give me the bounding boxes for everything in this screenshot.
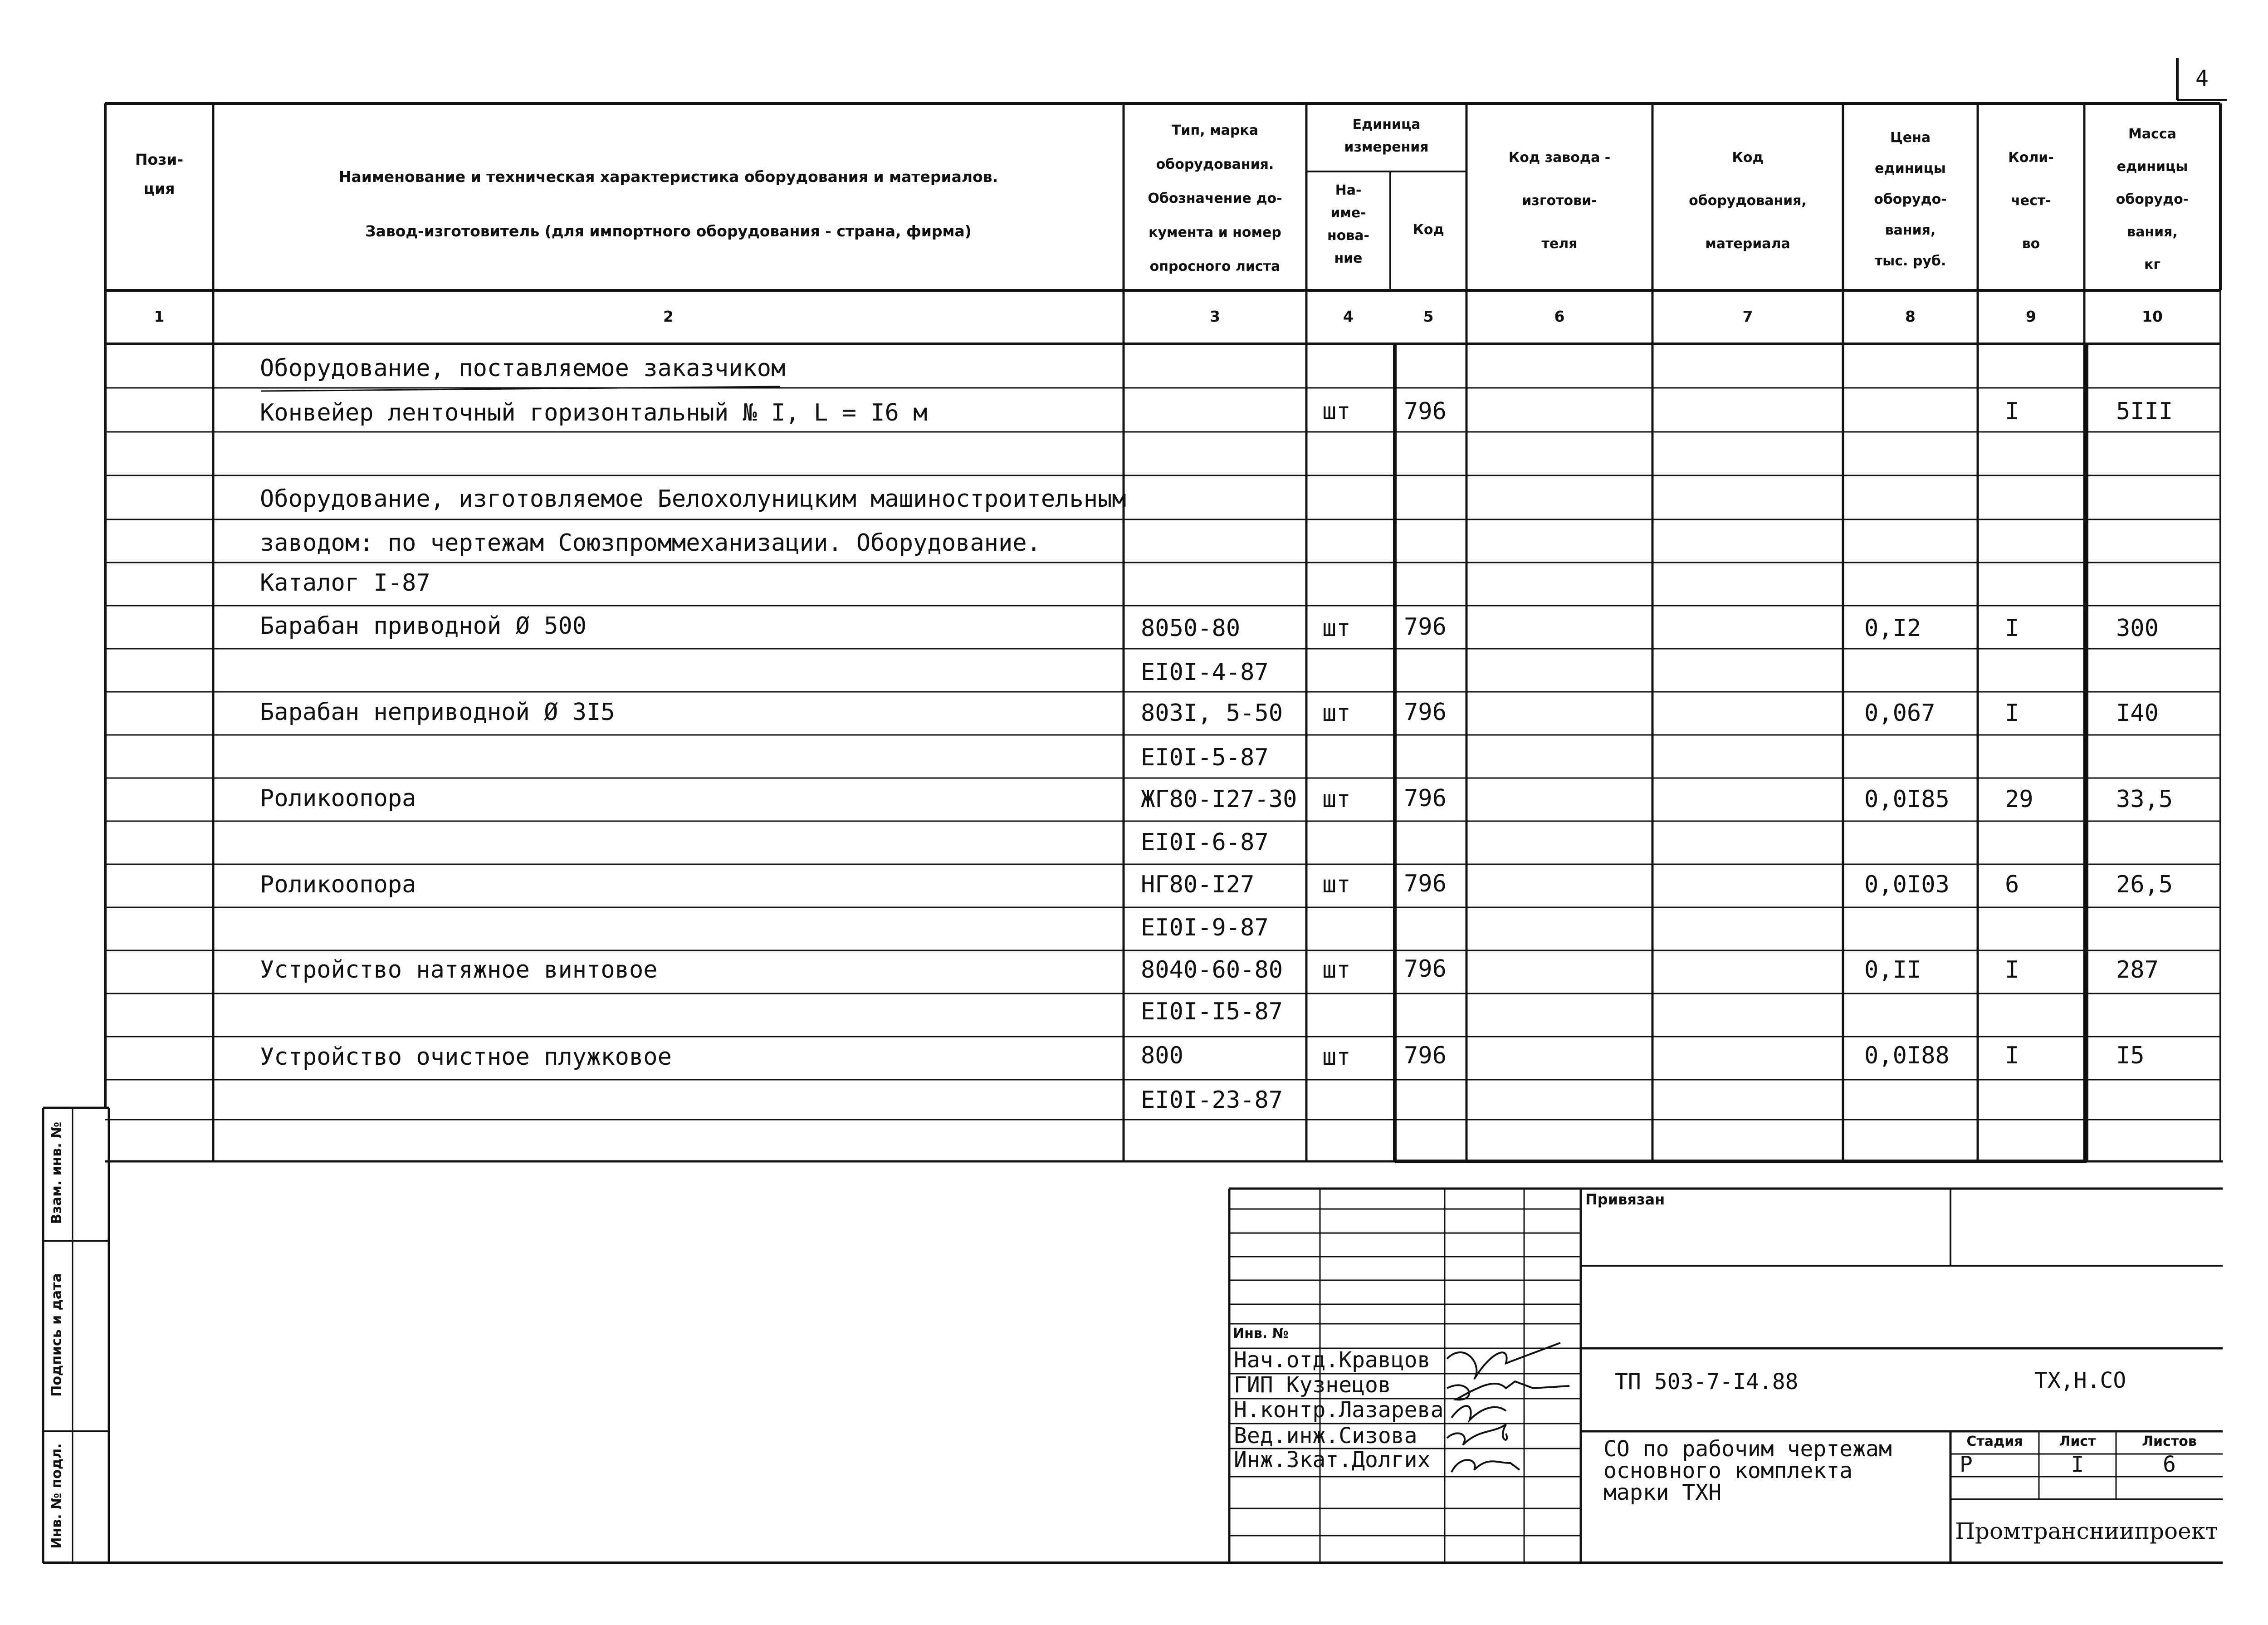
side-label-orig-inv: Инв. № подл. [49,1443,65,1549]
header-col4: На- име- нова- ние [1327,182,1370,266]
col-number-1: 1 [154,308,165,325]
header-col3: Тип, марка оборудования. Обозначение до- кумента и номер опросного листа [1148,122,1282,274]
row-name: Барабан неприводной Ø 3I5 [260,699,615,726]
header-col6: Код завода - изготови- теля [1508,150,1611,252]
col-number-6: 6 [1554,308,1565,325]
row-name: Каталог I-87 [260,569,430,597]
stage-label: Стадия [1966,1434,2023,1449]
row-price: 0,I2 [1864,615,1921,642]
sheets-value: 6 [2163,1452,2176,1477]
col-number-4: 4 [1343,308,1354,325]
row-unit: шт [1322,398,1351,425]
sheets-label: Листов [2142,1434,2197,1449]
row-code: 796 [1404,955,1447,983]
row-code: 796 [1404,870,1447,897]
row-unit: шт [1322,700,1351,727]
page-number: 4 [2195,66,2209,91]
col-number-10: 10 [2142,308,2163,325]
row-qty: I [2005,615,2019,642]
row-code: 796 [1404,1042,1447,1069]
row-name: Конвейер ленточный горизонтальный № I, L = I6 м [260,399,928,426]
row-type: EI0I-6-87 [1141,829,1269,856]
row-name: заводом: по чертежам Союзпроммеханизации. Оборудование. [260,529,1041,557]
row-name: Барабан приводной Ø 500 [260,612,587,640]
staff-row: Нач.отд.Кравцов [1234,1347,1431,1373]
staff-row: Вед.инж.Сизова [1234,1423,1418,1449]
row-type: 803I, 5-50 [1141,700,1283,727]
header-col45: Единица измерения [1344,117,1429,155]
signatures [1447,1343,1569,1472]
doc-mark: ТХ,Н.СО [2034,1368,2126,1393]
row-name: Роликоопора [260,785,416,812]
doc-title: СО по рабочим чертежам основного комплекта марки ТХН [1603,1436,1892,1505]
header-col7: Код оборудования, материала [1689,150,1807,252]
organization-name: Промтрансниипроект [1955,1518,2218,1544]
section-heading: Оборудование, поставляемое заказчиком [260,355,786,382]
sheet-value: I [2071,1452,2084,1477]
row-unit: шт [1322,956,1351,984]
row-name: Роликоопора [260,871,416,898]
stage-value: Р [1960,1452,1973,1477]
row-type: 8050-80 [1141,615,1241,642]
row-unit: шт [1322,615,1351,642]
row-price: 0,0I88 [1864,1042,1950,1069]
header-col1: Пози- ция [135,151,184,197]
sheet-label: Лист [2059,1434,2096,1449]
col-number-3: 3 [1210,308,1220,325]
col-number-2: 2 [663,308,674,325]
row-price: 0,II [1864,956,1921,984]
header-col10: Масса единицы оборудо- вания, кг [2116,126,2189,273]
row-type: НГ80-I27 [1141,871,1255,898]
row-unit: шт [1322,1043,1351,1071]
side-label-replaced-inv: Взам. инв. № [49,1121,65,1224]
row-type: EI0I-5-87 [1141,744,1269,771]
row-qty: I [2005,398,2019,425]
row-type: EI0I-23-87 [1141,1087,1283,1114]
row-qty: I [2005,1042,2019,1069]
row-code: 796 [1404,785,1447,812]
row-price: 0,0I03 [1864,871,1950,898]
row-name: Оборудование, изготовляемое Белохолуницким машиностроительным [260,485,1126,513]
row-type: 8040-60-80 [1141,956,1283,984]
row-name: Устройство очистное плужковое [260,1043,672,1071]
staff-row: Инж.Зкат.Долгих [1234,1447,1431,1473]
row-price: 0,067 [1864,700,1936,727]
row-mass: 287 [2116,956,2159,984]
row-mass: I5 [2116,1042,2145,1069]
side-label-signature-date: Подпись и дата [49,1273,65,1397]
header-col8: Цена единицы оборудо- вания, тыс. руб. [1874,130,1947,269]
col-number-5: 5 [1423,308,1434,325]
header-col9: Коли- чест- во [2008,150,2054,252]
row-price: 0,0I85 [1864,786,1950,813]
staff-row: Н.контр.Лазарева [1234,1397,1444,1423]
row-qty: 6 [2005,871,2019,898]
header-col2: Наименование и техническая характеристика оборудования и материалов. Завод-изготовитель (для импортного оборудования - страна, фирма) [338,168,998,240]
row-qty: I [2005,700,2019,727]
row-name: Устройство натяжное винтовое [260,956,658,984]
inv-no-label: Инв. № [1233,1326,1289,1341]
row-type: ЖГ80-I27-30 [1141,786,1297,813]
row-mass: I40 [2116,700,2159,727]
row-code: 796 [1404,398,1447,425]
row-unit: шт [1322,786,1351,813]
row-mass: 5III [2116,398,2173,425]
col-number-8: 8 [1905,308,1916,325]
row-qty: 29 [2005,786,2033,813]
row-mass: 300 [2116,615,2159,642]
row-qty: I [2005,956,2019,984]
row-type: EI0I-9-87 [1141,914,1269,941]
row-type: EI0I-4-87 [1141,659,1269,686]
doc-code: ТП 503-7-I4.88 [1615,1369,1799,1395]
row-code: 796 [1404,613,1447,641]
staff-row: ГИП Кузнецов [1234,1372,1391,1398]
privyazan-label: Привязан [1585,1191,1665,1208]
row-mass: 33,5 [2116,786,2173,813]
col-number-9: 9 [2026,308,2036,325]
col-number-7: 7 [1742,308,1753,325]
row-unit: шт [1322,871,1351,898]
header-col5: Код [1413,222,1444,238]
row-code: 796 [1404,699,1447,726]
row-type: EI0I-I5-87 [1141,998,1283,1025]
row-mass: 26,5 [2116,871,2173,898]
row-type: 800 [1141,1042,1183,1069]
